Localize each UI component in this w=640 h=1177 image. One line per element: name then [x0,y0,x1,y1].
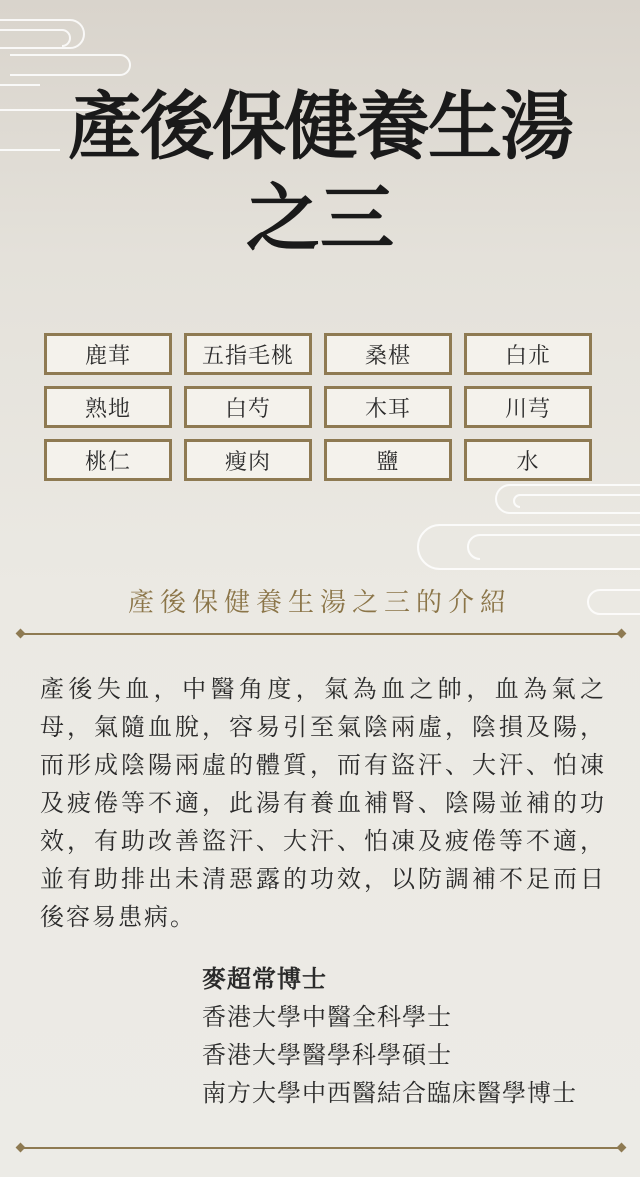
ingredient-cell: 桃仁 [44,439,172,481]
section-body: 產後失血，中醫角度，氣為血之帥，血為氣之母，氣隨血脫，容易引至氣陰兩虛，陰損及陽，而形成陰陽兩虛的體質，而有盜汗、大汗、怕凍及疲倦等不適，此湯有養血補腎、陰陽並補的功效，有助改善盜汗、大汗、怕凍及疲倦等不適，並有助排出未清惡露的功效，以防調補不足而日後容易患病。 [40,675,606,931]
author-credential: 香港大學中醫全科學士 [202,1003,452,1031]
diamond-icon [617,629,627,639]
title-line-2: 之三 [246,176,394,262]
ingredient-cell: 白芍 [184,386,312,428]
author-block [202,960,622,1112]
author-credential: 南方大學中西醫結合臨床醫學博士 [202,1079,577,1107]
page-title [0,82,640,264]
ingredient-cell: 瘦肉 [184,439,312,481]
diamond-icon [617,1143,627,1153]
footer-divider [17,1143,625,1153]
ingredient-cell: 鹿茸 [44,333,172,375]
ingredient-cell: 水 [464,439,592,481]
ingredient-cell: 桑椹 [324,333,452,375]
ingredient-cell: 木耳 [324,386,452,428]
ingredient-grid [44,333,596,481]
title-line-1: 產後保健養生湯 [68,84,572,170]
ingredient-cell: 五指毛桃 [184,333,312,375]
section-title: 產後保健養生湯之三的介紹 [127,588,512,618]
ingredient-cell: 熟地 [44,386,172,428]
author-name: 麥超常博士 [202,965,327,993]
ingredient-cell: 鹽 [324,439,452,481]
ingredient-cell: 川芎 [464,386,592,428]
author-credential: 香港大學醫學科學碩士 [202,1041,452,1069]
ingredient-cell: 白朮 [464,333,592,375]
section-divider [17,629,625,639]
